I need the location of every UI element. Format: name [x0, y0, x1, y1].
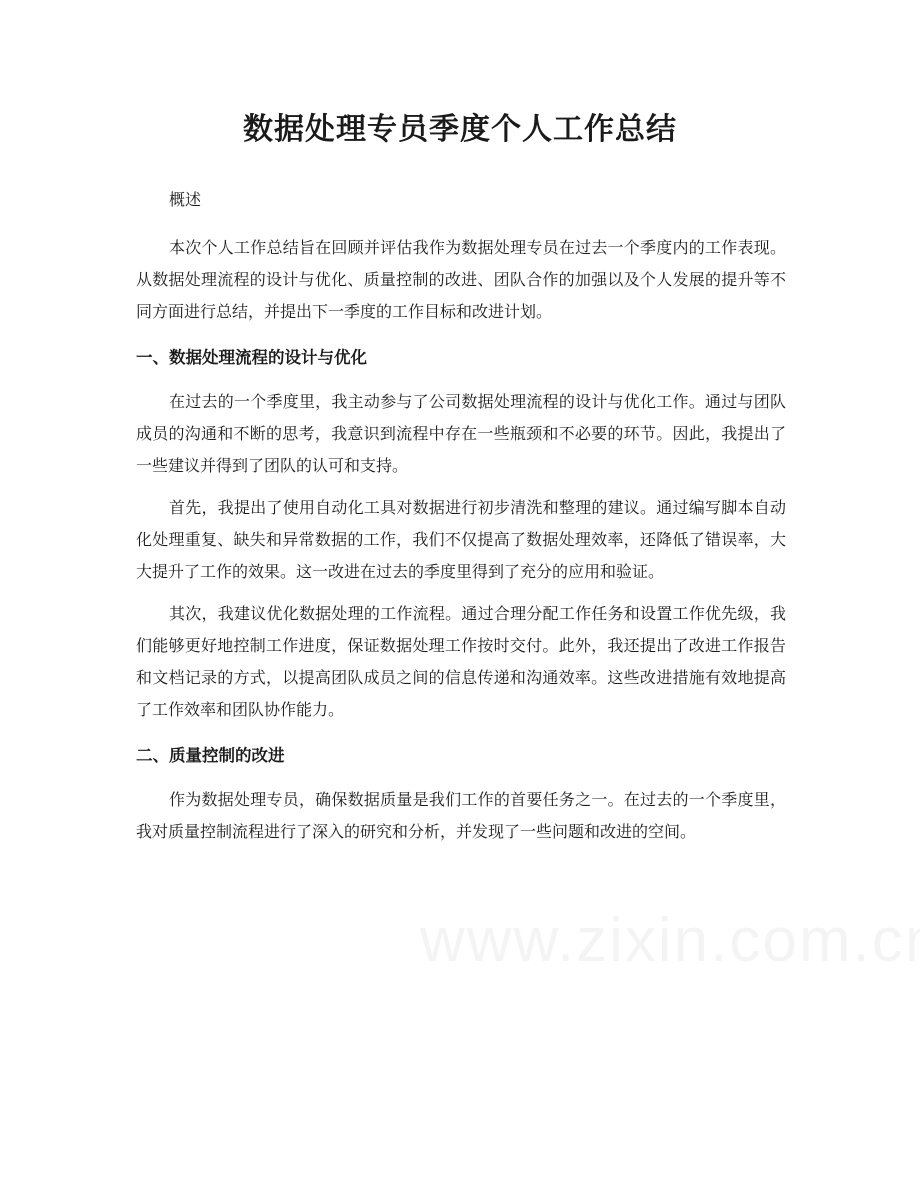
overview-label: 概述 — [169, 190, 202, 209]
watermark — [420, 905, 920, 976]
section-heading-1: 一、数据处理流程的设计与优化 — [136, 348, 367, 367]
overview-paragraph: 本次个人工作总结旨在回顾并评估我作为数据处理专员在过去一个季度内的工作表现。从数据处理流程的设计与优化、质量控制的改进、团队合作的加强以及个人发展的提升等不同方面进行总结，并提出下一季度的工作目标和改进计划。 — [136, 238, 786, 321]
section-heading-2: 二、质量控制的改进 — [136, 746, 285, 765]
document-title: 数据处理专员季度个人工作总结 — [243, 112, 677, 147]
section-2-paragraph-1: 作为数据处理专员，确保数据质量是我们工作的首要任务之一。在过去的一个季度里，我对质量控制流程进行了深入的研究和分析，并发现了一些问题和改进的空间。 — [136, 790, 786, 841]
section-1-paragraph-3: 其次，我建议优化数据处理的工作流程。通过合理分配工作任务和设置工作优先级，我们能够更好地控制工作进度，保证数据处理工作按时交付。此外，我还提出了改进工作报告和文档记录的方式，以提高团队成员之间的信息传递和沟通效率。这些改进措施有效地提高了工作效率和团队协作能力。 — [136, 604, 786, 719]
section-1-paragraph-1: 在过去的一个季度里，我主动参与了公司数据处理流程的设计与优化工作。通过与团队成员的沟通和不断的思考，我意识到流程中存在一些瓶颈和不必要的环节。因此，我提出了一些建议并得到了团队的认可和支持。 — [136, 392, 786, 475]
document-body — [136, 182, 786, 848]
section-1-paragraph-2: 首先，我提出了使用自动化工具对数据进行初步清洗和整理的建议。通过编写脚本自动化处理重复、缺失和异常数据的工作，我们不仅提高了数据处理效率，还降低了错误率，大大提升了工作的效果。这一改进在过去的季度里得到了充分的应用和验证。 — [136, 498, 786, 581]
